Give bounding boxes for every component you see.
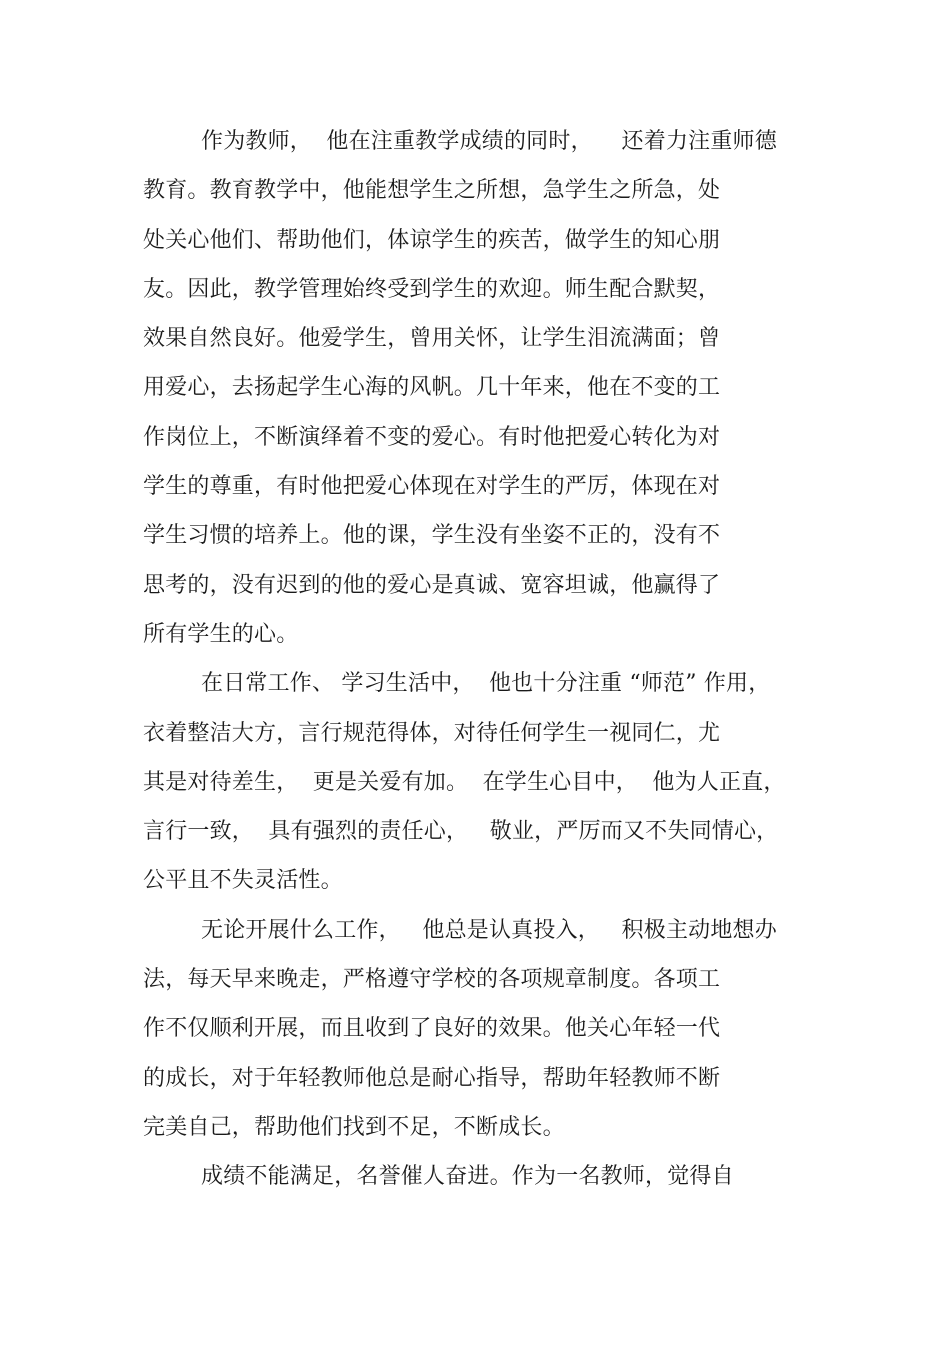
text-line: 效果自然良好。他爱学生，曾用关怀，让学生泪流满面；曾 [143,326,721,352]
text-line: 完美自己，帮助他们找到不足，不断成长。 [143,1114,565,1140]
text-line: 所有学生的心。 [143,621,299,647]
text-line: 思考的，没有迟到的他的爱心是真诚、宽容坦诚，他赢得了 [143,572,721,598]
text-line: 学生习惯的培养上。他的课，学生没有坐姿不正的，没有不 [143,523,721,549]
text-line: 用爱心，去扬起学生心海的风帆。几十年来，他在不变的工 [143,375,721,401]
text-line: 作岗位上，不断演绎着不变的爱心。有时他把爱心转化为对 [143,424,721,450]
text-line: 在日常工作、 学习生活中， 他也十分注重 “师范” 作用， [201,671,771,697]
text-line: 作不仅顺利开展，而且收到了良好的效果。他关心年轻一代 [143,1016,721,1042]
text-line: 衣着整洁大方，言行规范得体，对待任何学生一视同仁，尤 [143,720,721,746]
text-line: 学生的尊重，有时他把爱心体现在对学生的严厉，体现在对 [143,474,721,500]
text-line: 教育。教育教学中，他能想学生之所想，急学生之所急，处 [143,178,721,204]
text-line: 公平且不失灵活性。 [143,868,343,894]
text-line: 言行一致， 具有强烈的责任心， 敬业，严厉而又不失同情心， [143,819,779,845]
text-line: 无论开展什么工作， 他总是认真投入， 积极主动地想办 [201,917,777,943]
body-text [143,120,823,1205]
text-line: 友。因此，教学管理始终受到学生的欢迎。师生配合默契， [143,276,721,302]
text-line: 的成长，对于年轻教师他总是耐心指导，帮助年轻教师不断 [143,1065,721,1091]
text-line: 作为教师， 他在注重教学成绩的同时， 还着力注重师德 [201,129,777,154]
text-line: 其是对待差生， 更是关爱有加。 在学生心目中， 他为人正直， [143,769,786,795]
text-line: 处关心他们、帮助他们，体谅学生的疾苦，做学生的知心朋 [143,227,721,253]
text-line: 法，每天早来晚走，严格遵守学校的各项规章制度。各项工 [143,967,721,993]
text-line: 成绩不能满足，名誉催人奋进。作为一名教师，觉得自 [201,1164,734,1190]
